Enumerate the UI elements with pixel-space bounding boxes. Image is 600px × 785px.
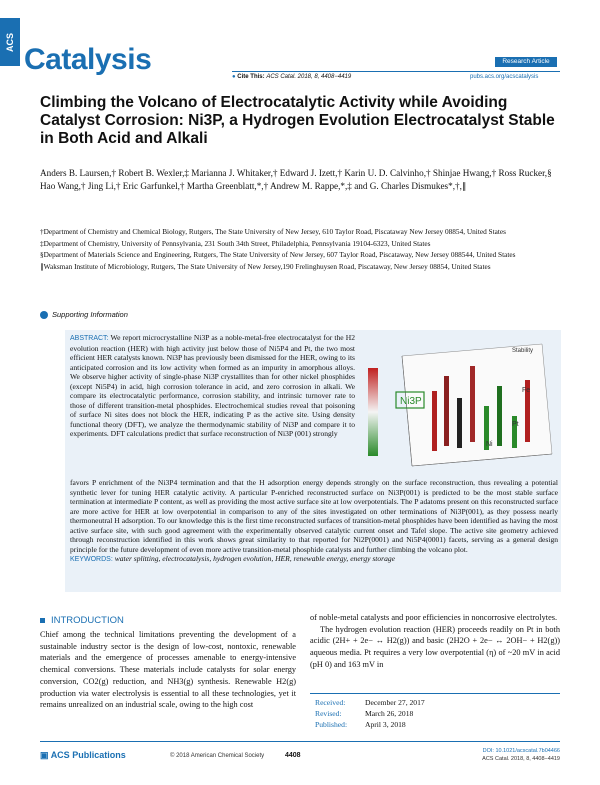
affiliations <box>40 227 560 273</box>
cite-label: Cite This: <box>237 74 265 80</box>
supporting-info-link[interactable] <box>40 310 128 319</box>
affiliation-item: §Department of Materials Science and Engineering, Rutgers, The State University of New Jersey, 607 Taylor Road, Piscataway, New Jersey 088544, United States <box>40 250 516 260</box>
affiliation-item: ∥Waksman Institute of Microbiology, Rutgers, The State University of New Jersey,190 Frelinghuysen Road, Piscataway, New Jersey 08854, United States <box>40 261 491 271</box>
cite-line <box>232 74 351 80</box>
publisher-name: ACS Publications <box>50 750 126 760</box>
abstract-text-narrow <box>70 333 355 439</box>
keywords: water splitting, electrocatalysis, hydrogen evolution, HER, renewable energy, energy storage <box>114 554 395 564</box>
page-number: 4408 <box>285 752 301 759</box>
toc-label-ni: Ni <box>486 441 493 448</box>
date-value: March 26, 2018 <box>365 709 414 718</box>
cite-text[interactable]: ACS Catal. 2018, 8, 4408−4419 <box>266 74 352 80</box>
toc-bar <box>444 376 449 446</box>
date-value: April 3, 2018 <box>365 720 406 729</box>
toc-bar <box>470 366 475 442</box>
affiliation-item: †Department of Chemistry and Chemical Biology, Rutgers, The State University of New Jersey, 610 Taylor Road, Piscataway New Jersey 08854, United States <box>40 227 506 236</box>
section-marker-icon <box>40 618 45 623</box>
abstract-text-wide <box>70 478 558 565</box>
abstract-label: ABSTRACT: <box>70 335 109 342</box>
supporting-info-label: Supporting Information <box>52 310 128 319</box>
cite-icon: ● <box>232 74 236 80</box>
toc-label-pt: Pt <box>512 421 519 428</box>
article-title: Climbing the Volcano of Electrocatalytic Activity while Avoiding Catalyst Corrosion: Ni3P, a Hydrogen Evolution Electrocatalyst Stable in Both Acid and Alkali <box>40 94 555 147</box>
publisher-logo-icon: ▣ <box>40 750 49 760</box>
toc-bar <box>457 398 462 448</box>
date-row <box>315 708 555 719</box>
info-icon <box>40 311 48 319</box>
date-row <box>315 697 555 708</box>
affiliation-item: ‡Department of Chemistry, University of Pennsylvania, 231 South 34th Street, Philadelphia, Pennsylvania 19104-6323, United States <box>40 238 431 248</box>
journal-name: Catalysis <box>24 43 152 76</box>
publisher-logo <box>40 750 126 761</box>
footer-doi-block <box>448 748 560 763</box>
publication-dates <box>315 697 555 730</box>
journal-url[interactable]: pubs.acs.org/acscatalysis <box>470 74 539 80</box>
toc-label-stability: Stability <box>512 348 534 354</box>
toc-bar <box>497 386 502 446</box>
header-rule <box>232 71 560 72</box>
date-label: Revised: <box>315 709 342 718</box>
citation-ref: ACS Catal. 2018, 8, 4408−4419 <box>482 755 560 762</box>
toc-label-ni3p: Ni3P <box>400 396 422 407</box>
keywords-label: KEYWORDS: <box>70 556 113 564</box>
toc-graphic <box>362 336 558 474</box>
intro-left-column: Chief among the technical limitations preventing the development of a sustainable industry sector is the design of low-cost, nontoxic, renewable materials and the emergence of processes amenable to energy-intensive chemical conversions. These materials include catalysts for solar energy conversion, CO2(g) reduction, and NH3(g) synthesis. Renewable H2(g) production via water electrolysis is essential to all these technologies, yet it remains unrealized on an industrial scale, owing to the high cost <box>40 630 296 710</box>
abstract-body-1: We report microcrystalline Ni3P as a noble-metal-free electrocatalyst for the H2 evolution reaction (HER) with high activity just below those of Ni5P4 and Pt, the two most efficient HER catalysts known. Ni3P has previously been dismissed for the HER, owing to its anticipated corrosion and its low activity when formed as an impurity in amorphous alloys. We observe higher activity of single-phase Ni3P crystallites than for other nickel phosphides (except Ni5P4) in acid, high corrosion tolerance in acid, and zero corrosion in alkali. We compare its electrocatalytic performance, corrosion stability, and intrinsic turnover rate to those of different transition-metal phosphides. Electrochemical studies reveal that poisoning of surface Ni sites does not block the HER, indicating P as the active site. Using density functional theory (DFT), we analyze the thermodynamic stability of Ni3P and compare it to experiments. DFT calculations predict that surface reconstruction of Ni3P (001) strongly <box>70 333 355 439</box>
intro-right-p2: The hydrogen evolution reaction (HER) proceeds readily on Pt in both acidic (2H+ + 2e− ↔ H2(g)) and basic (2H2O + 2e− ↔ 2OH− + H2(g)) aqueous media. Pt requires a very low overpotential (η) of ~20 mV in acid (pH 0) and 163 mV in <box>310 624 560 669</box>
introduction-heading: INTRODUCTION <box>51 615 124 626</box>
doi-link[interactable]: DOI: 10.1021/acscatal.7b04466 <box>482 748 560 754</box>
journal-tab: ACS <box>0 18 20 66</box>
date-label: Received: <box>315 698 346 707</box>
article-type-badge: Research Article <box>495 57 557 67</box>
date-value: December 27, 2017 <box>365 698 425 707</box>
abstract-body-2: favors P enrichment of the Ni3P4 termination and that the H adsorption energy depends strongly on the surface reconstruction, thus revealing a potential synthetic lever for tuning HER catalytic activity. A particular P-enriched reconstructed surface on Ni3P(001) is predicted to be the most stable surface termination at intermediate P content, as well as providing the most active surface site at low overpotentials. The P adatoms present on this reconstructed surface are more active for HER at low overpotential in comparison to any of the sites investigated on other terminations of Ni3P(001), as they possess nearly thermoneutral H adsorption. To our knowledge this is the first time reconstructed surfaces of transition-metal phosphides have been identified as having the most active surface site, with such good agreement with the experimentally observed catalytic current onset and Tafel slope. The active site geometry achieved through reconstruction identified in this work shows great similarity to that reported for Ni2P(0001) and Ni5P4(0001) facets, serving as a general design principle for the future development of even more active transition-metal phosphide catalysts and further climbing the volcano plot. <box>70 478 558 554</box>
toc-colorbar <box>368 368 378 456</box>
copyright: © 2018 American Chemical Society <box>170 753 265 759</box>
section-heading <box>40 615 124 626</box>
toc-bar <box>432 391 437 451</box>
date-row <box>315 719 555 730</box>
date-label: Published: <box>315 720 348 729</box>
author-list: Anders B. Laursen,† Robert B. Wexler,‡ Marianna J. Whitaker,† Edward J. Izett,† Karin U. D. Calvinho,† Shinjae Hwang,† Ross Rucker,§ Hao Wang,† Jing Li,† Eric Garfunkel,† Martha Greenblatt,*,† Andrew M. Rappe,*,‡ and G. Charles Dismukes*,†,∥ <box>40 168 552 192</box>
dates-rule <box>310 693 560 694</box>
intro-right-p1: of noble-metal catalysts and poor efficiencies in noncorrosive electrolytes. <box>310 613 558 622</box>
toc-label-fe: Fe <box>522 387 531 394</box>
intro-right-column <box>310 612 560 671</box>
footer-rule <box>40 741 560 742</box>
